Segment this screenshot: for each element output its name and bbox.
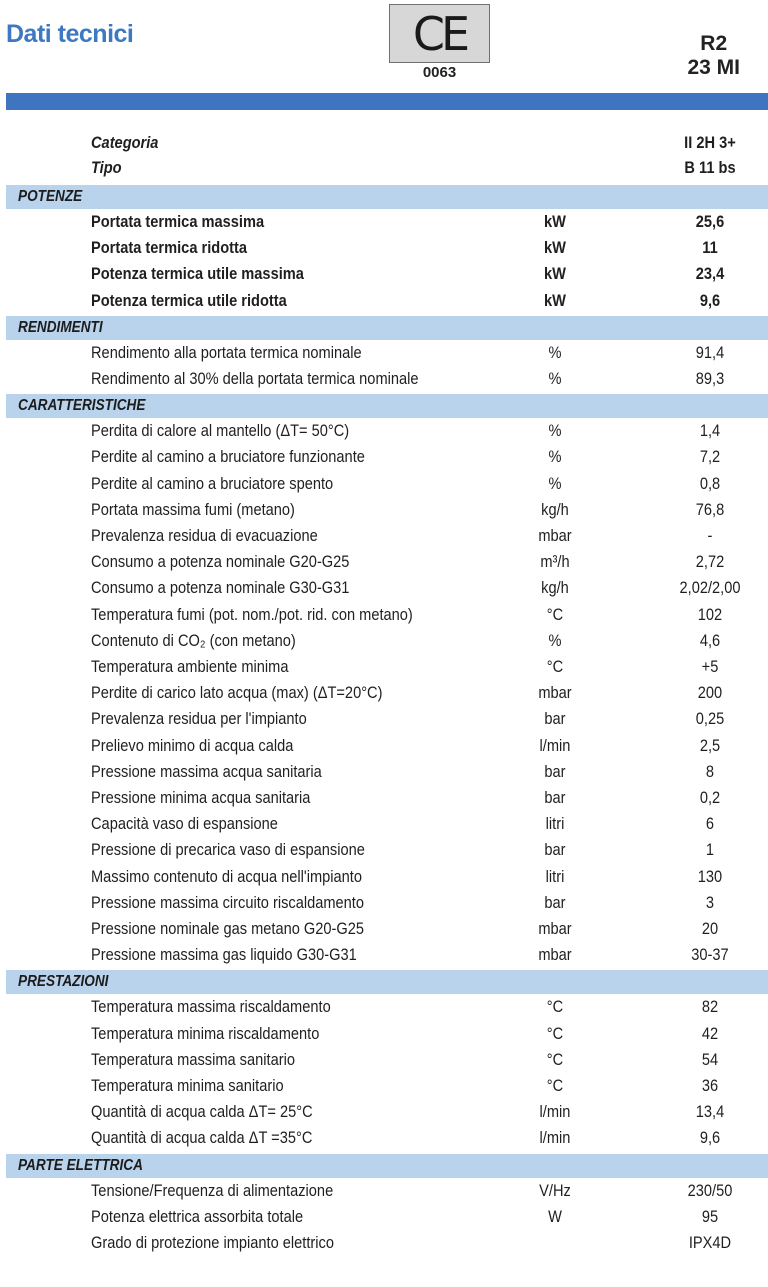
table-row [0, 418, 768, 444]
ce-mark-icon: CE [412, 6, 467, 61]
table-row [0, 444, 768, 470]
row-value: 89,3 [695, 369, 725, 388]
section-title: POTENZE [18, 188, 83, 205]
table-row [0, 366, 768, 392]
row-value: 95 [701, 1206, 719, 1226]
row-label: Temperatura minima sanitario [91, 1076, 284, 1095]
model-line-1: R2 [700, 32, 728, 55]
row-unit: % [548, 369, 562, 388]
row-label: Pressione di precarica vaso di espansione [91, 840, 365, 860]
row-label: Rendimento al 30% della portata termica nominale [91, 369, 419, 388]
table-row [0, 1125, 768, 1151]
row-label: Quantità di acqua calda ΔT =35°C [91, 1128, 313, 1148]
row-label: Tensione/Frequenza di alimentazione [91, 1180, 334, 1200]
row-label: Grado di protezione impianto elettrico [91, 1233, 334, 1252]
row-value: 1,4 [699, 421, 721, 441]
row-label: Contenuto di CO₂ (con metano) [91, 630, 296, 650]
row-unit: % [548, 630, 562, 650]
row-unit: °C [546, 1049, 564, 1069]
table-row [0, 261, 768, 287]
row-label: Pressione nominale gas metano G20-G25 [91, 919, 365, 938]
general-row [0, 155, 768, 181]
row-value: 1 [705, 840, 715, 860]
row-unit: kg/h [541, 499, 569, 519]
row-label: Consumo a potenza nominale G20-G25 [91, 552, 350, 572]
row-label: Massimo contenuto di acqua nell'impianto [91, 866, 362, 886]
row-unit: bar [544, 761, 566, 781]
row-unit: °C [546, 604, 564, 624]
row-label: Temperatura massima sanitario [91, 1049, 295, 1069]
row-value: 9,6 [699, 1128, 721, 1148]
section-header [6, 970, 768, 994]
row-unit: litri [545, 814, 565, 834]
table-row [0, 1047, 768, 1073]
row-unit: bar [544, 788, 566, 807]
row-unit: kW [544, 238, 566, 258]
table-row [0, 628, 768, 654]
table-row [0, 994, 768, 1020]
row-label: Portata massima fumi (metano) [91, 499, 295, 519]
row-unit: °C [546, 657, 564, 676]
table-row [0, 654, 768, 680]
row-unit: litri [545, 866, 565, 886]
row-unit: kW [544, 290, 566, 310]
table-row [0, 1204, 768, 1230]
row-value: 4,6 [699, 630, 721, 650]
row-unit: mbar [538, 526, 572, 545]
row-label: Quantità di acqua calda ΔT= 25°C [91, 1102, 313, 1122]
table-row [0, 549, 768, 575]
page-title: Dati tecnici [6, 20, 134, 48]
row-label: Potenza elettrica assorbita totale [91, 1206, 304, 1226]
table-row [0, 785, 768, 811]
row-label: Potenza termica utile massima [91, 264, 304, 284]
table-row [0, 864, 768, 890]
row-label: Temperatura minima riscaldamento [91, 1023, 320, 1043]
table-row [0, 602, 768, 628]
row-value: 2,72 [695, 552, 725, 572]
row-label: Temperatura massima riscaldamento [91, 997, 331, 1017]
table-row [0, 811, 768, 837]
section-title: PRESTAZIONI [18, 973, 109, 991]
row-label: Portata termica ridotta [91, 238, 247, 258]
table-row [0, 916, 768, 942]
row-value: 36 [701, 1076, 719, 1095]
row-unit: bar [544, 892, 566, 912]
row-label: Perdite al camino a bruciatore funzionante [91, 447, 365, 467]
row-label: Prevalenza residua di evacuazione [91, 526, 318, 545]
row-unit: % [548, 473, 562, 493]
model-line-2: 23 MI [687, 56, 740, 79]
row-label: Consumo a potenza nominale G30-G31 [91, 578, 350, 598]
row-unit: kW [544, 264, 566, 284]
row-unit: m³/h [540, 552, 570, 572]
row-unit: W [548, 1206, 562, 1226]
row-value: 9,6 [699, 290, 721, 310]
general-value: II 2H 3+ [684, 133, 736, 152]
row-value: 0,25 [695, 709, 725, 729]
row-value: IPX4D [688, 1233, 732, 1252]
table-row [0, 497, 768, 523]
row-label: Perdita di calore al mantello (ΔT= 50°C) [91, 421, 350, 441]
table-row [0, 1073, 768, 1099]
row-label: Perdite di carico lato acqua (max) (ΔT=20°C) [91, 683, 383, 703]
row-unit: l/min [539, 1102, 571, 1122]
row-value: 30-37 [691, 945, 729, 965]
row-value: 25,6 [695, 212, 725, 231]
row-unit: % [548, 342, 562, 362]
section-title: CARATTERISTICHE [18, 397, 146, 415]
general-label: Categoria [91, 133, 159, 152]
section-title: PARTE ELETTRICA [18, 1156, 143, 1174]
table-row [0, 942, 768, 968]
row-unit: mbar [538, 683, 572, 703]
row-value: 102 [697, 604, 723, 624]
table-row [0, 209, 768, 235]
row-value: 2,02/2,00 [679, 578, 741, 598]
row-unit: mbar [538, 919, 572, 938]
section-header [6, 316, 768, 340]
table-row [0, 288, 768, 314]
row-unit: l/min [539, 735, 571, 755]
table-row [0, 1099, 768, 1125]
general-label: Tipo [91, 158, 122, 177]
row-unit: mbar [538, 945, 572, 965]
row-value: 54 [701, 1049, 719, 1069]
table-row [0, 235, 768, 261]
row-unit: °C [546, 1023, 564, 1043]
row-unit: kg/h [541, 578, 569, 598]
row-value: 7,2 [699, 447, 721, 467]
row-value: 6 [705, 814, 715, 834]
row-value: 0,2 [699, 788, 721, 807]
row-label: Pressione massima gas liquido G30-G31 [91, 945, 357, 965]
section-header [6, 185, 768, 209]
row-unit: bar [544, 709, 566, 729]
row-label: Potenza termica utile ridotta [91, 290, 287, 310]
row-value: 42 [701, 1023, 719, 1043]
section-header [6, 1154, 768, 1178]
row-label: Prevalenza residua per l'impianto [91, 709, 307, 729]
row-label: Pressione minima acqua sanitaria [91, 788, 311, 807]
table-row [0, 706, 768, 732]
table-row [0, 523, 768, 549]
row-value: 13,4 [695, 1102, 725, 1122]
table-row [0, 1230, 768, 1256]
table-row [0, 1021, 768, 1047]
table-row [0, 575, 768, 601]
table-row [0, 733, 768, 759]
general-row [0, 130, 768, 156]
row-unit: V/Hz [539, 1180, 571, 1200]
table-row [0, 1178, 768, 1204]
row-label: Rendimento alla portata termica nominale [91, 342, 362, 362]
row-value: 2,5 [699, 735, 721, 755]
row-label: Prelievo minimo di acqua calda [91, 735, 294, 755]
ce-mark-box [389, 4, 490, 63]
table-row [0, 680, 768, 706]
model-name [687, 32, 740, 80]
row-value: - [707, 526, 713, 545]
header-divider-bar [6, 93, 768, 110]
row-unit: kW [544, 212, 566, 231]
row-value: 3 [705, 892, 715, 912]
row-value: 91,4 [695, 342, 725, 362]
row-value: +5 [701, 657, 719, 676]
general-value: B 11 bs [684, 158, 736, 177]
table-row [0, 890, 768, 916]
row-value: 0,8 [699, 473, 721, 493]
table-row [0, 471, 768, 497]
row-unit: l/min [539, 1128, 571, 1148]
row-unit: °C [546, 1076, 564, 1095]
row-label: Temperatura ambiente minima [91, 657, 289, 676]
row-label: Portata termica massima [91, 212, 265, 231]
row-unit: bar [544, 840, 566, 860]
table-row [0, 837, 768, 863]
section-header [6, 394, 768, 418]
row-label: Perdite al camino a bruciatore spento [91, 473, 334, 493]
ce-code: 0063 [422, 64, 457, 81]
table-row [0, 759, 768, 785]
table-row [0, 340, 768, 366]
row-value: 23,4 [695, 264, 725, 284]
row-label: Temperatura fumi (pot. nom./pot. rid. con metano) [91, 604, 413, 624]
row-value: 82 [701, 997, 719, 1017]
row-value: 130 [697, 866, 723, 886]
row-label: Pressione massima acqua sanitaria [91, 761, 322, 781]
row-value: 230/50 [687, 1180, 733, 1200]
row-value: 8 [705, 761, 715, 781]
row-value: 11 [702, 238, 718, 258]
row-unit: % [548, 447, 562, 467]
row-value: 76,8 [695, 499, 725, 519]
row-unit: % [548, 421, 562, 441]
row-value: 20 [701, 919, 719, 938]
row-label: Pressione massima circuito riscaldamento [91, 892, 365, 912]
row-value: 200 [697, 683, 723, 703]
row-label: Capacità vaso di espansione [91, 814, 278, 834]
row-unit: °C [546, 997, 564, 1017]
section-title: RENDIMENTI [18, 318, 103, 336]
